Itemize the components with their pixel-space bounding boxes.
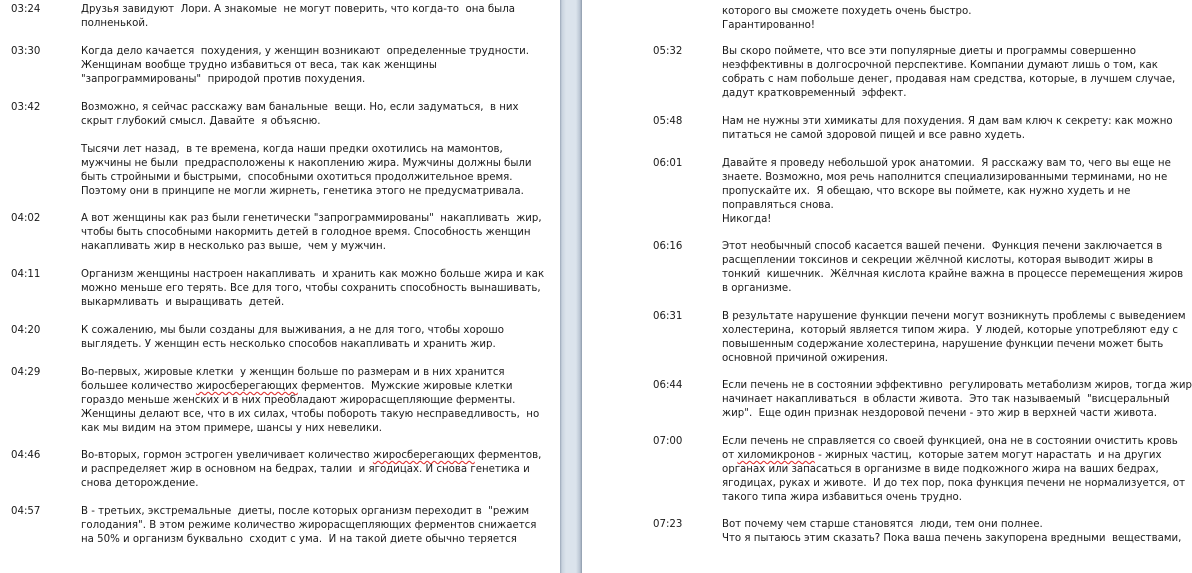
transcript-line: и распределяет жир в основном на бедрах, талии и ягодицах. И снова генетика и [81, 464, 530, 475]
transcript-line: выкармливать и выращивать детей. [81, 297, 285, 308]
transcript-line: К сожалению, мы были созданы для выживания, а не для того, чтобы хорошо [81, 325, 504, 336]
transcript-line: Нам не нужны эти химикаты для похудения. Я дам вам ключ к секрету: как можно [722, 116, 1173, 127]
transcript-line: можно меньше его терять. Все для того, чтобы сохранить способность вынашивать, [81, 283, 541, 294]
transcript-line: Женщинам вообще трудно избавиться от веса, так как женщины [81, 60, 437, 71]
transcript-line: "запрограммированы" природой против похудения. [81, 74, 366, 85]
transcript-line: Если печень не справляется со своей функцией, она не в состоянии очистить кровь [722, 436, 1178, 447]
transcript-line: Если печень не в состоянии эффективно регулировать метаболизм жиров, тогда жир [722, 380, 1192, 391]
transcript-line: Давайте я проведу небольшой урок анатомии. Я расскажу вам то, чего вы еще не [722, 158, 1171, 169]
timestamp: 06:31 [653, 311, 683, 322]
transcript-line: поправляться снова. [722, 200, 834, 211]
timestamp: 03:42 [11, 102, 41, 113]
transcript-line: пропускайте их. Я обещаю, что вскоре вы поймете, как нужно худеть и не [722, 186, 1131, 197]
spellcheck-underline: жиросберегающих [195, 381, 298, 392]
page-gutter [560, 0, 582, 573]
transcript-line: повышенным содержание холестерина, нарушение функции печени может быть [722, 339, 1164, 350]
timestamp: 07:23 [653, 519, 683, 530]
timestamp: 04:20 [11, 325, 41, 336]
transcript-line: Во-первых, жировые клетки у женщин больше по размерам и в них хранится [81, 367, 505, 378]
timestamp: 05:48 [653, 116, 683, 127]
transcript-line: собрать с нам побольше денег, продавая нам средства, которые, в лучшем случае, [722, 74, 1176, 85]
transcript-line: знаете. Возможно, моя речь наполнится специализированными терминами, но не [722, 172, 1168, 183]
timestamp: 04:11 [11, 269, 41, 280]
transcript-line: на 50% и организм буквально сходит с ума. И на такой диете обычно теряется [81, 534, 517, 545]
transcript-line: Женщины делают все, что в их силах, чтобы побороть такую несправедливость, но [81, 409, 540, 420]
spellcheck-underline: жиросберегающих [372, 450, 475, 461]
transcript-line: Организм женщины настроен накапливать и хранить как можно больше жира и как [81, 269, 545, 280]
transcript-line: от хиломикронов - жирных частиц, которые затем могут нарастать и на других [722, 450, 1162, 461]
transcript-line: Вот почему чем старше становятся люди, тем они полнее. [722, 519, 1043, 530]
transcript-line: Возможно, я сейчас расскажу вам банальные вещи. Но, если задуматься, в них [81, 102, 519, 113]
transcript-line: Когда дело качается похудения, у женщин возникают определенные трудности. [81, 46, 530, 57]
transcript-line: В результате нарушение функции печени могут возникнуть проблемы с выведением [722, 311, 1186, 322]
timestamp: 06:01 [653, 158, 683, 169]
timestamp: 06:44 [653, 380, 683, 391]
transcript-line: которого вы сможете похудеть очень быстро. [722, 6, 972, 17]
transcript-line: дадут кратковременный эффект. [722, 88, 907, 99]
transcript-line: жир". Еще один признак нездоровой печени - это жир в верхней части живота. [722, 408, 1157, 419]
transcript-line: Вы скоро поймете, что все эти популярные диеты и программы совершенно [722, 46, 1136, 57]
transcript-line: основной причиной ожирения. [722, 353, 889, 364]
timestamp: 03:30 [11, 46, 41, 57]
transcript-line: Тысячи лет назад, в те времена, когда наши предки охотились на мамонтов, [81, 144, 503, 155]
timestamp: 06:16 [653, 241, 683, 252]
transcript-line: ягодицах, руках и животе. И до тех пор, пока функция печени не нормализуется, от [722, 478, 1186, 489]
transcript-line: скрыт глубокий смысл. Давайте я объясню. [81, 116, 321, 127]
transcript-line: гораздо меньше женских и в них преобладают жирорасщепляющие ферменты. [81, 395, 516, 406]
transcript-line: А вот женщины как раз были генетически "запрограммированы" накапливать жир, [81, 213, 542, 224]
transcript-line: полненькой. [81, 18, 149, 29]
transcript-line: Поэтому они в принципе не могли жирнеть, генетика этого не предусматривала. [81, 186, 524, 197]
transcript-line: голодания". В этом режиме количество жирорасщепляющих ферментов снижается [81, 520, 537, 531]
transcript-line: накапливать жир в несколько раз выше, чем у мужчин. [81, 241, 386, 252]
transcript-line: расщеплении токсинов и секреции жёлчной кислоты, которая выводит жиры в [722, 255, 1154, 266]
transcript-line: выглядеть. У женщин есть несколько способов накапливать и хранить жир. [81, 339, 496, 350]
transcript-line: холестерина, который является типом жира. У людей, которые употребляют еду с [722, 325, 1178, 336]
transcript-line: в организме. [722, 283, 792, 294]
timestamp: 04:57 [11, 506, 41, 517]
transcript-line: начинает накапливаться в области живота. Это так называемый "висцеральный [722, 394, 1170, 405]
transcript-line: большее количество жиросберегающих ферментов. Мужские жировые клетки [81, 381, 513, 392]
timestamp: 04:02 [11, 213, 41, 224]
transcript-line: неэффективны в долгосрочной перспективе. Компании думают лишь о том, как [722, 60, 1158, 71]
transcript-line: Что я пытаюсь этим сказать? Пока ваша печень закупорена вредными веществами, [722, 533, 1182, 544]
transcript-line: такого типа жира избавиться очень трудно. [722, 492, 962, 503]
transcript-line: Во-вторых, гормон эстроген увеличивает количество жиросберегающих ферментов, [81, 450, 542, 461]
transcript-line: Гарантированно! [722, 20, 815, 31]
spellcheck-underline: хиломикронов [737, 450, 815, 461]
transcript-line: мужчины не были предрасположены к накоплению жира. Мужчины должны были [81, 158, 532, 169]
transcript-line: как мы видим на этом примере, шансы у них невелики. [81, 423, 382, 434]
timestamp: 03:24 [11, 4, 41, 15]
transcript-line: тонкий кишечник. Жёлчная кислота крайне важна в процессе перемещения жиров [722, 269, 1184, 280]
transcript-line: снова деторождение. [81, 478, 199, 489]
transcript-line: быть стройными и быстрыми, способными охотиться продолжительное время. [81, 172, 513, 183]
document-page-left [0, 0, 560, 573]
transcript-line: Этот необычный способ касается вашей печени. Функция печени заключается в [722, 241, 1163, 252]
transcript-line: питаться не самой здоровой пищей и все равно худеть. [722, 130, 1026, 141]
timestamp: 04:46 [11, 450, 41, 461]
transcript-line: В - третьих, экстремальные диеты, после которых организм переходит в "режим [81, 506, 530, 517]
timestamp: 04:29 [11, 367, 41, 378]
timestamp: 05:32 [653, 46, 683, 57]
transcript-line: чтобы быть способными накормить детей в голодное время. Способность женщин [81, 227, 531, 238]
transcript-line: Друзья завидуют Лори. А знакомые не могут поверить, что когда-то она была [81, 4, 515, 15]
transcript-line: Никогда! [722, 214, 772, 225]
timestamp: 07:00 [653, 436, 683, 447]
document-page-right [582, 0, 1192, 573]
transcript-line: органах или запасаться в организме в виде подкожного жира на ваших бедрах, [722, 464, 1159, 475]
